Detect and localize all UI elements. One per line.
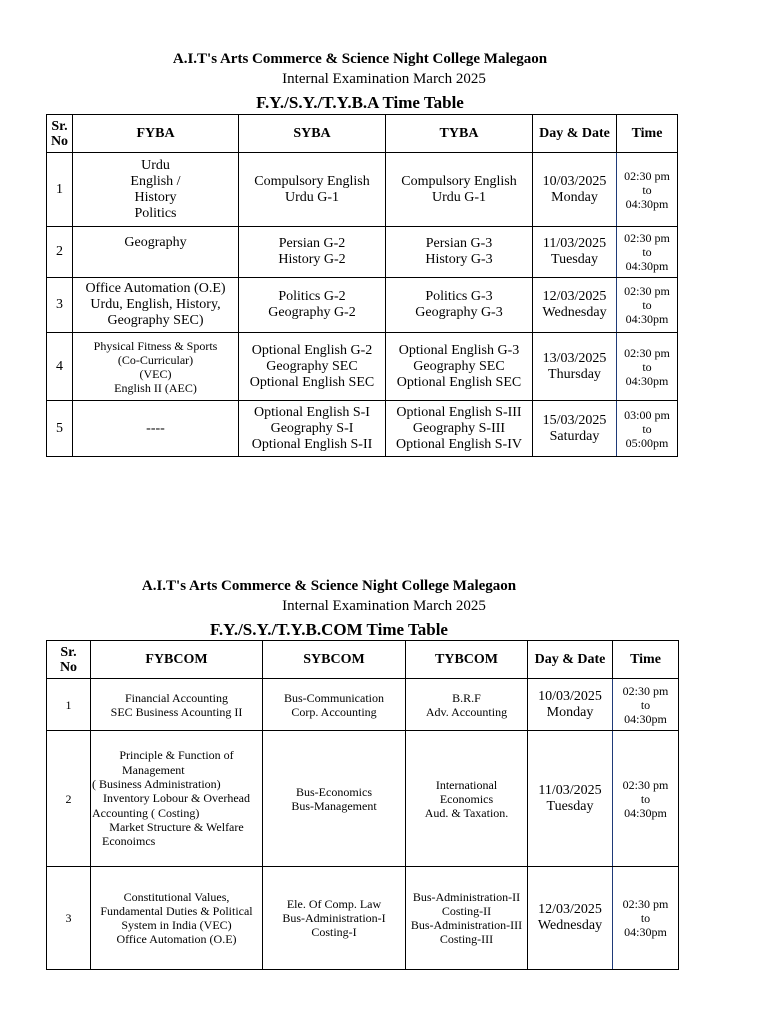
tyba-cell: Optional English S-III Geography S-III Optional English S-IV [386,401,533,457]
header-tybcom: TYBCOM [406,641,528,679]
header-time: Time [617,115,678,153]
bcom-timetable [46,640,679,970]
timetable-title: F.Y./S.Y./T.Y.B.COM Time Table [210,620,448,639]
table-header-row [47,115,678,153]
date-cell: 10/03/2025 Monday [533,153,617,227]
table-row [47,867,679,970]
table-row [47,731,679,867]
date-cell: 12/03/2025 Wednesday [528,867,613,970]
exam-title: Internal Examination March 2025 [282,71,486,87]
table-row [47,153,678,227]
sr-no-cell: 2 [47,227,73,278]
date-cell: 13/03/2025 Thursday [533,333,617,401]
header-fyba: FYBA [73,115,239,153]
sr-no-cell: 5 [47,401,73,457]
timetable-title: F.Y./S.Y./T.Y.B.A Time Table [256,93,464,112]
fyba-cell: Urdu English / History Politics [73,153,239,227]
time-cell: 02:30 pm to 04:30pm [617,278,678,333]
fyba-cell: Office Automation (O.E) Urdu, English, History, Geography SEC) [73,278,239,333]
header-sr-no: Sr. No [47,115,73,153]
fyba-cell: Physical Fitness & Sports (Co-Curricular) (VEC) English II (AEC) [73,333,239,401]
table-row [47,227,678,278]
sr-no-cell: 2 [47,731,91,867]
date-cell: 12/03/2025 Wednesday [533,278,617,333]
tybcom-cell: B.R.F Adv. Accounting [406,679,528,731]
syba-cell: Optional English S-I Geography S-I Optional English S-II [239,401,386,457]
syba-cell: Optional English G-2 Geography SEC Optional English SEC [239,333,386,401]
fybcom-cell: Constitutional Values, Fundamental Duties & Political System in India (VEC) Office Automation (O.E) [91,867,263,970]
college-name: A.I.T's Arts Commerce & Science Night College Malegaon [172,51,548,67]
header-time: Time [613,641,679,679]
fybcom-cell: Principle & Function of Management ( Business Administration) Inventory Lobour & Overhead Accounting ( Costing) Market Structure & Welfare Econoimcs [91,731,263,867]
tyba-cell: Optional English G-3 Geography SEC Optional English SEC [386,333,533,401]
table-row [47,679,679,731]
time-cell: 02:30 pm to 04:30pm [617,153,678,227]
date-cell: 11/03/2025 Tuesday [528,731,613,867]
exam-title: Internal Examination March 2025 [282,598,486,614]
time-cell: 02:30 pm to 04:30pm [617,333,678,401]
header-fybcom: FYBCOM [91,641,263,679]
table-row [47,333,678,401]
college-name: A.I.T's Arts Commerce & Science Night College Malegaon [141,578,517,594]
sybcom-cell: Bus-Communication Corp. Accounting [263,679,406,731]
tybcom-cell: Bus-Administration-II Costing-II Bus-Administration-III Costing-III [406,867,528,970]
header-day-date: Day & Date [528,641,613,679]
syba-cell: Persian G-2 History G-2 [239,227,386,278]
header-sybcom: SYBCOM [263,641,406,679]
table-row [47,278,678,333]
syba-cell: Politics G-2 Geography G-2 [239,278,386,333]
sr-no-cell: 3 [47,278,73,333]
sr-no-cell: 4 [47,333,73,401]
tybcom-cell: International Economics Aud. & Taxation. [406,731,528,867]
sr-no-cell: 3 [47,867,91,970]
time-cell: 02:30 pm to 04:30pm [613,679,679,731]
header-syba: SYBA [239,115,386,153]
sr-no-cell: 1 [47,679,91,731]
sr-no-cell: 1 [47,153,73,227]
header-day-date: Day & Date [533,115,617,153]
date-cell: 15/03/2025 Saturday [533,401,617,457]
time-cell: 02:30 pm to 04:30pm [617,227,678,278]
tyba-cell: Persian G-3 History G-3 [386,227,533,278]
tyba-cell: Politics G-3 Geography G-3 [386,278,533,333]
fyba-cell: ---- [73,401,239,457]
syba-cell: Compulsory English Urdu G-1 [239,153,386,227]
time-cell: 02:30 pm to 04:30pm [613,867,679,970]
tyba-cell: Compulsory English Urdu G-1 [386,153,533,227]
fyba-cell: Geography [73,227,239,278]
date-cell: 11/03/2025 Tuesday [533,227,617,278]
ba-timetable [46,114,678,457]
time-cell: 02:30 pm to 04:30pm [613,731,679,867]
header-tyba: TYBA [386,115,533,153]
sybcom-cell: Ele. Of Comp. Law Bus-Administration-I Costing-I [263,867,406,970]
fybcom-cell: Financial Accounting SEC Business Acounting II [91,679,263,731]
sybcom-cell: Bus-Economics Bus-Management [263,731,406,867]
table-header-row [47,641,679,679]
table-row [47,401,678,457]
date-cell: 10/03/2025 Monday [528,679,613,731]
time-cell: 03:00 pm to 05:00pm [617,401,678,457]
header-sr-no: Sr. No [47,641,91,679]
